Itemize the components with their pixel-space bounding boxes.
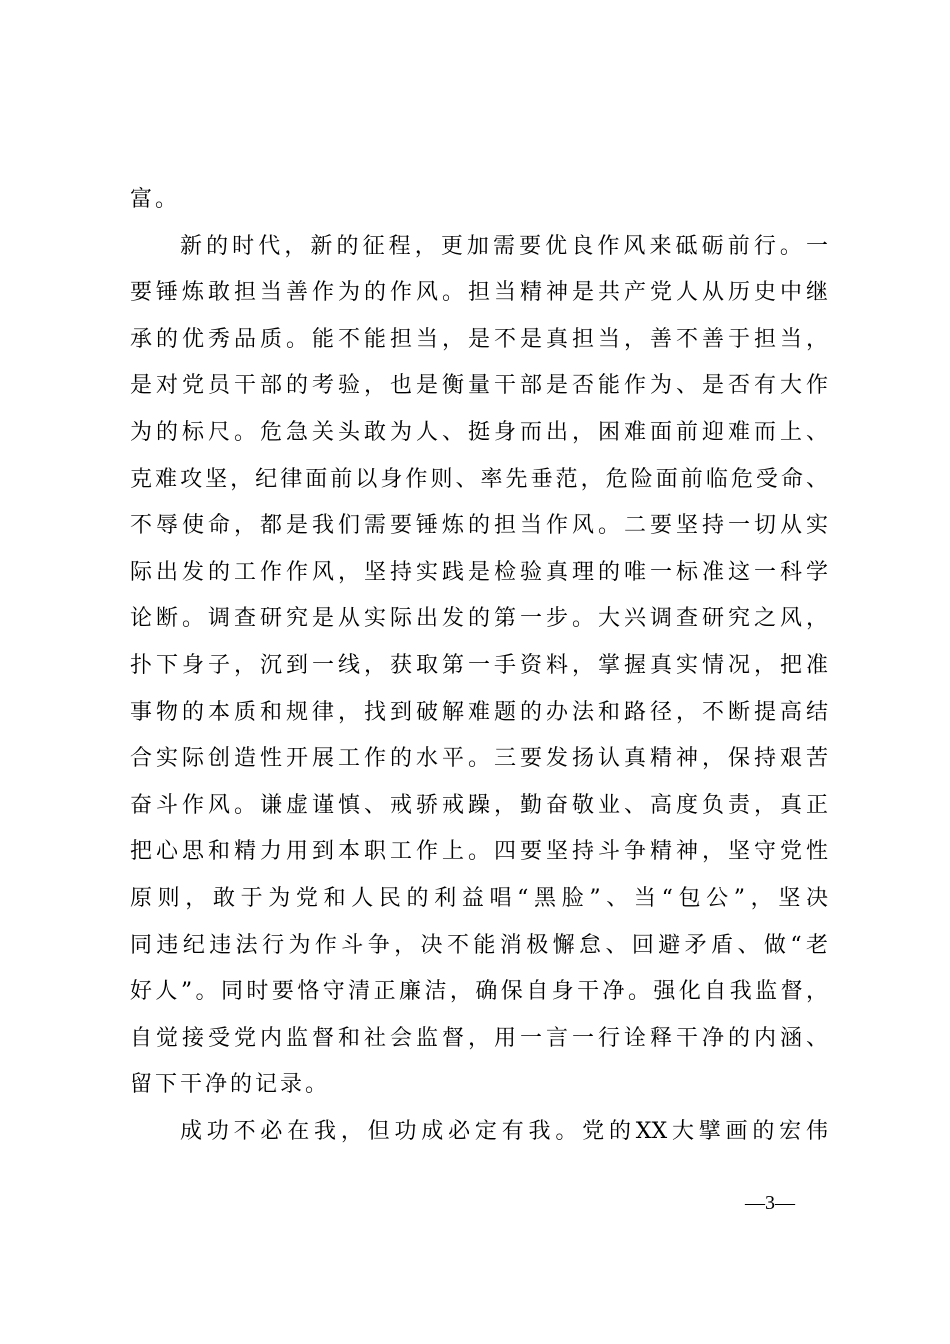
text-line: 际出发的工作作风，坚持实践是检验真理的唯一标准这一科学 [130,559,828,585]
text-line: 奋斗作风。谦虚谨慎、戒骄戒躁，勤奋敬业、高度负责，真正 [130,792,828,818]
text-line: 为的标尺。危急关头敢为人、挺身而出，困难面前迎难而上、 [130,420,828,445]
text-line: 承的优秀品质。能不能担当，是不是真担当，善不善于担当， [130,326,828,352]
text-line: 扑下身子，沉到一线，获取第一手资料，掌握真实情况，把准 [130,653,828,678]
text-line: 新的时代，新的征程，更加需要优良作风来砥砺前行。一 [180,233,828,259]
text-line: 事物的本质和规律，找到破解难题的办法和路径，不断提高结 [130,699,828,725]
text-line: 留下干净的记录。 [130,1072,331,1098]
text-line: 同违纪违法行为作斗争，决不能消极懈怠、回避矛盾、做“老 [130,932,828,958]
text-line: 自觉接受党内监督和社会监督，用一言一行诠释干净的内涵、 [130,1025,828,1051]
text-line: 是对党员干部的考验，也是衡量干部是否能作为、是否有大作 [130,373,828,399]
text-line: 好人”。同时要恪守清正廉洁，确保自身干净。强化自我监督， [130,979,828,1005]
text-line: 把心思和精力用到本职工作上。四要坚持斗争精神，坚守党性 [130,839,828,865]
text-line: 成功不必在我，但功成必定有我。党的XX大擘画的宏伟 [180,1119,828,1144]
text-line: 合实际创造性开展工作的水平。三要发扬认真精神，保持艰苦 [130,746,828,772]
text-line: 要锤炼敢担当善作为的作风。担当精神是共产党人从历史中继 [130,280,828,306]
text-line: 不辱使命，都是我们需要锤炼的担当作风。二要坚持一切从实 [130,513,828,539]
page-number: —3— [745,1192,795,1214]
text-line: 克难攻坚，纪律面前以身作则、率先垂范，危险面前临危受命、 [130,466,828,492]
text-line: 论断。调查研究是从实际出发的第一步。大兴调查研究之风， [130,606,828,632]
text-line: 原则，敢于为党和人民的利益唱“黑脸”、当“包公”，坚决 [130,886,828,911]
text-line: 富。 [130,187,181,212]
